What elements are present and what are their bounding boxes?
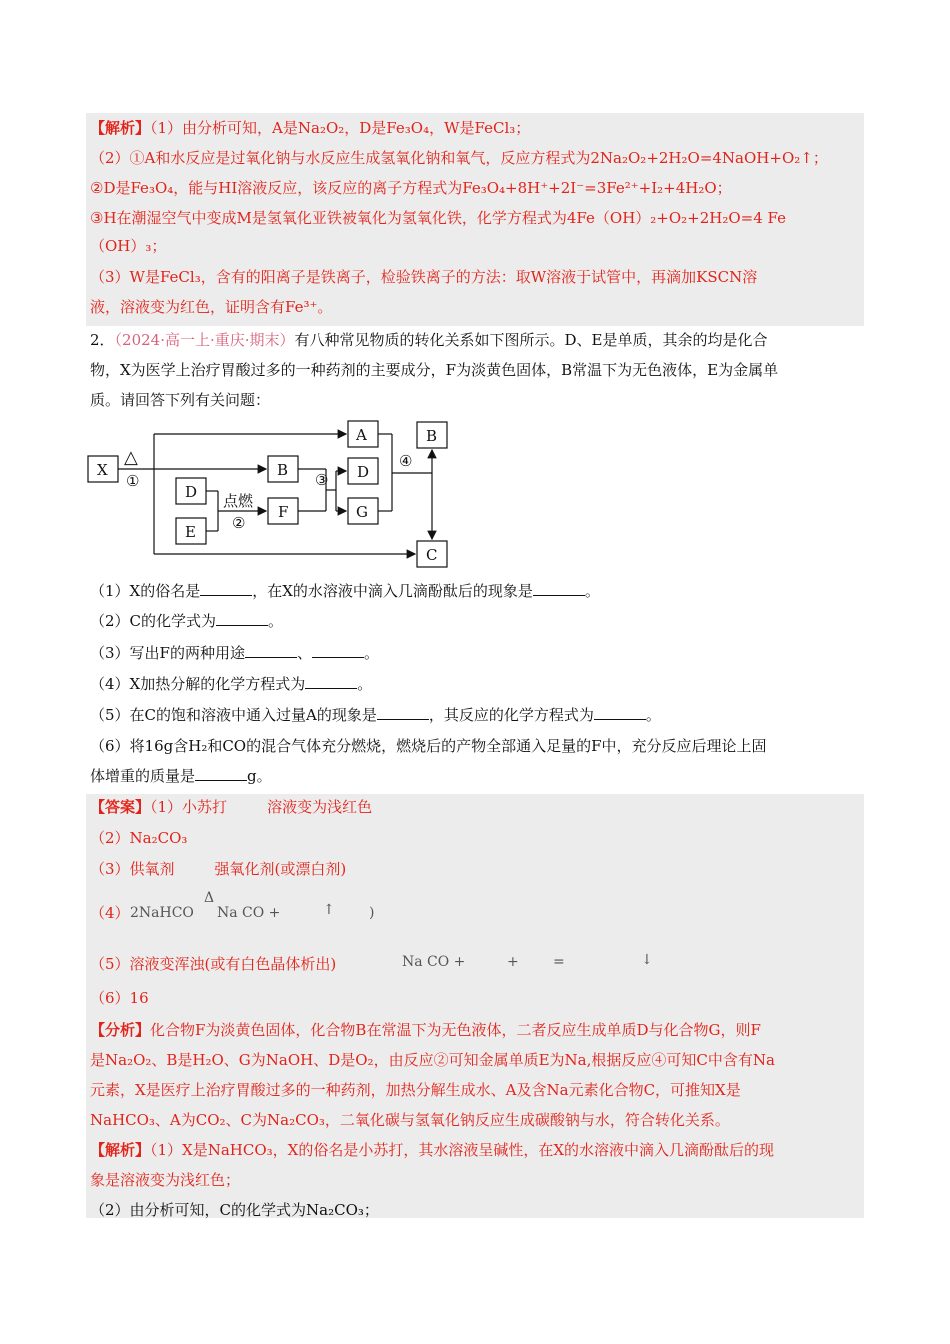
analysis-line: （OH）₃； — [90, 237, 167, 255]
sub-question-3: （3）写出F的两种用途 、 。 — [90, 644, 379, 662]
sub-question-1: （1）X的俗名是 ，在X的水溶液中滴入几滴酚酞后的现象是 。 — [90, 582, 600, 600]
node-g: G — [356, 503, 368, 521]
analysis-line: （3）W是FeCl₃，含有的阳离子是铁离子，检验铁离子的方法：取W溶液于试管中，再滴加KSCN溶 — [90, 268, 758, 286]
sub-question-6-cont: 体增重的质量是 g。 — [90, 767, 272, 785]
analysis-line: 元素，X是医疗上治疗胃酸过多的一种药剂，加热分解生成水、A及含Na元素化合物C，可推知X是 — [90, 1081, 741, 1099]
answer-blank — [305, 674, 357, 689]
sub-question-6: （6）将16g含H₂和CO的混合气体充分燃烧，燃烧后的产物全部通入足量的F中，充分反应后理论上固 — [90, 737, 767, 755]
answer-line-1: 【答案】（1）小苏打 溶液变为浅红色 — [90, 798, 373, 816]
analysis-line: 【解析】（1）由分析可知，A是Na₂O₂，D是Fe₃O₄，W是FeCl₃； — [90, 119, 531, 137]
node-d2: D — [357, 463, 370, 481]
step-2-label: ② — [232, 514, 246, 532]
answer-line-3: （3）供氧剂 强氧化剂(或漂白剂) — [90, 860, 347, 878]
answer-line-5: （5）溶液变浑浊(或有白色晶体析出) — [90, 955, 337, 973]
delta-symbol: Δ — [204, 890, 215, 906]
analysis-tag: 【解析】 — [90, 1141, 151, 1159]
equation-fragment: ) — [369, 905, 375, 921]
analysis-line: 象是溶液变为浅红色； — [90, 1171, 241, 1189]
answer-blank — [533, 581, 585, 596]
answer-blank — [377, 705, 429, 720]
node-b: B — [277, 461, 289, 479]
answer-line-6: （6）16 — [90, 989, 149, 1007]
node-f: F — [278, 503, 289, 521]
question-number: 2． — [90, 331, 115, 349]
question-stem: 质。请回答下列有关问题： — [90, 391, 271, 409]
answer-line-2: （2）Na₂CO₃ — [90, 829, 188, 847]
equation-fragment: = — [553, 954, 565, 970]
equation-fragment: + — [507, 954, 519, 970]
node-d: D — [185, 483, 198, 501]
answer-blank — [312, 643, 364, 658]
answer-line-4: （4） — [90, 904, 130, 922]
ignite-label: 点燃 — [223, 492, 254, 510]
answer-tag: 【答案】 — [90, 798, 151, 816]
sub-question-2: （2）C的化学式为 。 — [90, 612, 284, 630]
equation-fragment: Na CO + — [217, 905, 281, 921]
analysis-line: 【解析】（1）X是NaHCO₃，X的俗名是小苏打，其水溶液呈碱性，在X的水溶液中滴入几滴酚酞后的现 — [90, 1141, 775, 1159]
analysis-line: ③H在潮湿空气中变成M是氢氧化亚铁被氧化为氢氧化铁，化学方程式为4Fe（OH）₂+O₂+2H₂O=4 Fe — [90, 209, 787, 227]
answer-blank — [245, 643, 297, 658]
question-source: （2024·高一上·重庆·期末） — [114, 331, 295, 349]
node-a: A — [356, 426, 367, 444]
conversion-diagram — [86, 418, 456, 573]
node-c: C — [426, 546, 438, 564]
answer-blank — [195, 766, 247, 781]
analysis-tag: 【解析】 — [90, 119, 151, 137]
step-4-label: ④ — [399, 452, 413, 470]
answer-blank — [594, 705, 646, 720]
gas-arrow: ↑ — [323, 902, 335, 918]
node-x: X — [97, 461, 108, 479]
step-3-label: ③ — [315, 471, 329, 489]
question-stem: 2．（2024·高一上·重庆·期末）有八种常见物质的转化关系如下图所示。D、E是单质，其余的均是化合 — [90, 331, 768, 349]
answer-blank — [200, 581, 252, 596]
equation-fragment: Na CO + — [402, 954, 466, 970]
analysis-tag: 【分析】 — [90, 1021, 151, 1039]
sub-question-5: （5）在C的饱和溶液中通入过量A的现象是 ，其反应的化学方程式为 。 — [90, 706, 661, 724]
analysis-line: 【分析】化合物F为淡黄色固体，化合物B在常温下为无色液体，二者反应生成单质D与化合物G，则F — [90, 1021, 761, 1039]
analysis-line: ②D是Fe₃O₄，能与HI溶液反应，该反应的离子方程式为Fe₃O₄+8H⁺+2I⁻=3Fe²⁺+I₂+4H₂O； — [90, 179, 732, 197]
analysis-line: NaHCO₃、A为CO₂、C为Na₂CO₃，二氧化碳与氢氧化钠反应生成碳酸钠与水，符合转化关系。 — [90, 1111, 730, 1129]
sub-question-4: （4）X加热分解的化学方程式为 。 — [90, 675, 373, 693]
precipitate-arrow: ↓ — [641, 952, 653, 968]
node-b2: B — [426, 427, 438, 445]
node-e: E — [185, 523, 196, 541]
heat-symbol: △ — [124, 447, 138, 468]
analysis-line: 液，溶液变为红色，证明含有Fe³⁺。 — [90, 298, 333, 316]
step-1-label: ① — [126, 472, 140, 490]
analysis-line: 是Na₂O₂、B是H₂O、G为NaOH、D是O₂，由反应②可知金属单质E为Na,根据反应④可知C中含有Na — [90, 1051, 775, 1069]
answer-blank — [216, 611, 268, 626]
analysis-line: （2）由分析可知，C的化学式为Na₂CO₃； — [90, 1201, 379, 1219]
equation-fragment: 2NaHCO — [130, 905, 194, 921]
question-stem: 物，X为医学上治疗胃酸过多的一种药剂的主要成分，F为淡黄色固体，B常温下为无色液体，E为金属单 — [90, 361, 779, 379]
analysis-line: （2）①A和水反应是过氧化钠与水反应生成氢氧化钠和氧气，反应方程式为2Na₂O₂+2H₂O=4NaOH+O₂↑； — [90, 149, 828, 167]
